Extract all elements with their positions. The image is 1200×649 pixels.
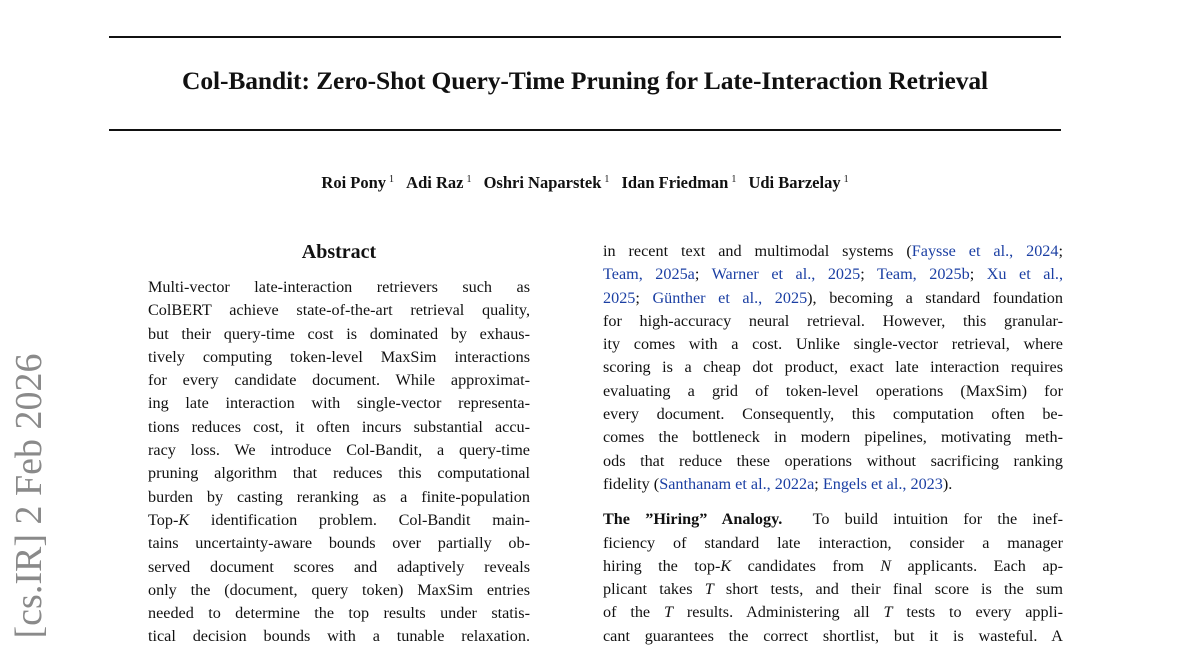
abstract-heading: Abstract [301,241,377,263]
arxiv-side-stamp: [cs.IR] 2 Feb 2026 [8,353,50,639]
citation-link[interactable]: Team, 2025b [876,265,970,284]
intro-line: ods that reduce these operations without sacrificing ranking [603,451,1063,470]
abstract-line: but their query-time cost is dominated by exhaus- [148,324,530,343]
title-rule-top [109,36,1061,38]
intro-column [603,240,1063,648]
abstract-line: burden by casting reranking as a finite-population [148,487,530,506]
abstract-line: tains uncertainty-aware bounds over partially ob- [148,534,530,553]
hiring-analogy-paragraph [603,508,1063,648]
author: Idan Friedman $^1$ [621,173,737,192]
abstract-line: only the (document, query token) MaxSim entries [148,580,530,599]
abstract-line: for every candidate document. While approximat- [148,371,530,390]
intro-line: ficiency of standard late interaction, consider a manager [603,533,1063,552]
citation-link[interactable]: Engels et al., 2023 [822,474,943,493]
author: Oshri Naparstek $^1$ [483,173,610,192]
intro-line: Team, 2025a; Warner et al., 2025; Team, 2025b; Xu et al., [603,265,1064,284]
abstract-line: ColBERT achieve state-of-the-art retrieval quality, [148,301,530,320]
citation-link[interactable]: Xu et al., [986,265,1064,284]
author: Roi Pony $^1$ [321,173,395,192]
citation-link[interactable]: Warner et al., 2025 [711,265,861,284]
intro-line: plicant takes T short tests, and their final score is the sum [603,580,1063,599]
intro-line: cant guarantees the correct shortlist, but it is wasteful. A [603,626,1063,645]
intro-line: 2025; Günther et al., 2025), becoming a standard foundation [603,288,1063,307]
abstract-body [148,276,530,649]
intro-line: of the T results. Administering all T tests to every appli- [603,603,1064,622]
abstract-line: Top-K identification problem. Col-Bandit main- [148,510,530,529]
abstract-line: tively computing token-level MaxSim interactions [148,347,530,366]
intro-line: comes the bottleneck in modern pipelines, motivating meth- [603,428,1063,447]
paragraph-heading: The ”Hiring” Analogy. [603,510,783,529]
title-rule-bottom [109,129,1061,131]
abstract-line: tical decision bounds with a tunable relaxation. [148,627,530,646]
intro-line: hiring the top-K candidates from N applicants. Each ap- [603,556,1063,575]
intro-line: evaluating a grid of token-level operations (MaxSim) for [603,381,1063,400]
abstract-line: Multi-vector late-interaction retrievers such as [148,278,530,296]
citation-link[interactable]: 2025 [603,288,636,307]
abstract-line: tions reduces cost, it often incurs substantial accu- [148,417,530,436]
intro-line: every document. Consequently, this computation often be- [603,405,1063,424]
intro-line: scoring is a cheap dot product, exact late interaction requires [603,358,1063,377]
intro-paragraph [603,240,1063,496]
intro-line: for high-accuracy neural retrieval. However, this granular- [603,311,1063,330]
paper-title: Col-Bandit: Zero-Shot Query-Time Pruning for Late-Interaction Retrieval [182,66,988,95]
intro-line: in recent text and multimodal systems (Faysse et al., 2024; [603,242,1063,260]
intro-line: ity comes with a cost. Unlike single-vector retrieval, where [603,335,1063,354]
citation-link[interactable]: Faysse et al., 2024 [911,242,1059,260]
author: Adi Raz $^1$ [406,173,472,192]
citation-link[interactable]: Team, 2025a [603,265,695,284]
citation-link[interactable]: Günther et al., 2025 [652,288,808,307]
abstract-line: racy loss. We introduce Col-Bandit, a query-time [148,441,530,460]
author: Udi Barzelay $^1$ [748,173,849,192]
intro-line: fidelity (Santhanam et al., 2022a; Engels et al., 2023). [603,474,953,493]
intro-line: The ”Hiring” Analogy. To build intuition for the inef- [603,510,1063,529]
abstract-column [148,240,530,649]
abstract-line: needed to determine the top results under statis- [148,604,530,623]
abstract-line: pruning algorithm that reduces this computational [148,464,530,483]
citation-link[interactable]: Santhanam et al., 2022a [659,474,815,493]
abstract-line: ing late interaction with single-vector representa- [148,394,530,413]
author-list [109,173,1061,193]
abstract-line: served document scores and adaptively reveals [148,557,530,576]
